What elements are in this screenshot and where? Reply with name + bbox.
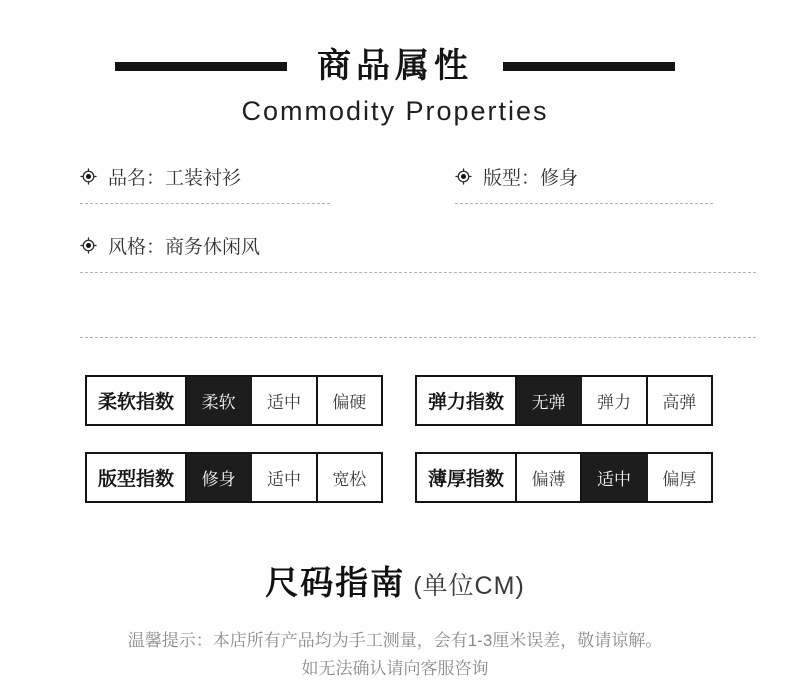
target-crosshair-icon [80,168,97,185]
size-guide-unit: (单位CM) [413,572,525,600]
section-subtitle-en: Commodity Properties [241,96,549,126]
index-option-cell: 偏薄 [517,454,582,501]
index-option-cell: 无弹 [517,377,582,424]
property-item-fit [455,163,713,204]
thickness-index-table [415,452,713,503]
elasticity-index-table [415,375,713,426]
softness-index-table [85,375,383,426]
index-option-cell: 弹力 [582,377,647,424]
index-option-cell: 适中 [252,377,317,424]
title-bar-right [503,62,675,71]
property-text: 风格：商务休闲风 [108,237,261,258]
target-crosshair-icon [80,237,97,254]
measurement-notice [0,627,790,683]
index-option-cell: 柔软 [187,377,252,424]
dashed-divider [80,232,756,273]
index-label-cell: 版型指数 [87,454,187,501]
property-text: 品名：工装衬衫 [108,168,242,189]
measurement-notice-line2: 如无法确认请向客服咨询 [301,659,489,678]
index-option-cell: 适中 [582,454,647,501]
section-title: 商品属性 [317,47,473,85]
dashed-divider [80,273,756,338]
index-label-cell: 柔软指数 [87,377,187,424]
index-option-cell: 修身 [187,454,252,501]
index-option-cell: 宽松 [332,470,367,489]
title-bar-left [115,62,287,71]
index-option-cell: 偏硬 [332,393,367,412]
index-label-cell: 薄厚指数 [417,454,517,501]
fit-index-table [85,452,383,503]
properties-section [80,163,756,338]
property-item-name [80,163,330,204]
property-text: 版型：修身 [483,168,579,189]
index-option-cell: 适中 [252,454,317,501]
index-option-cell: 偏厚 [662,470,697,489]
property-item-style [80,232,756,272]
target-crosshair-icon [455,168,472,185]
size-guide-header [0,557,790,604]
index-tables-section [85,375,713,503]
index-label-cell: 弹力指数 [417,377,517,424]
measurement-notice-line1: 温馨提示：本店所有产品均为手工测量，会有1-3厘米误差，敬请谅解。 [127,631,663,650]
section-header [0,0,790,127]
size-guide-title: 尺码指南 [265,564,406,601]
index-option-cell: 高弹 [662,393,697,412]
